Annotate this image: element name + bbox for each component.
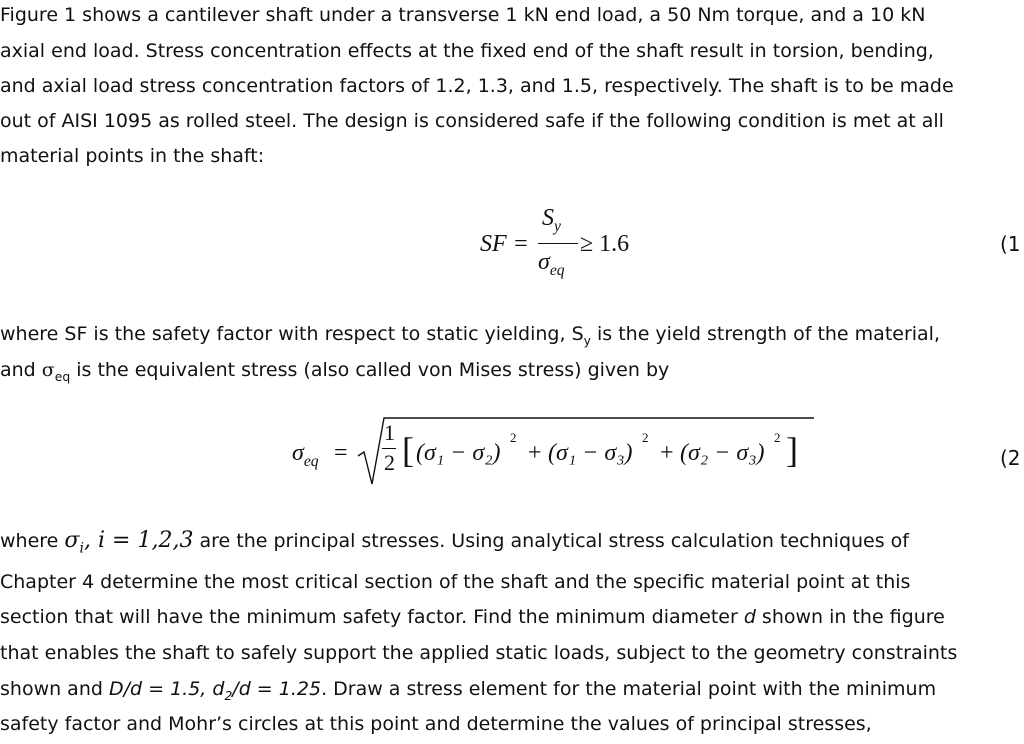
eq2-frac-bar — [382, 448, 396, 449]
para3-line-3: section that will have the minimum safety factor. Find the minimum diameter d shown in the figure — [0, 606, 945, 628]
eq2-plus-2: + — [660, 440, 674, 466]
eq2-number: (2 — [1000, 446, 1021, 470]
eq1-rhs: ≥ 1.6 — [580, 231, 630, 257]
para1-line-1: Figure 1 shows a cantilever shaft under a transverse 1 kN end load, a 50 Nm torque, and a 10 kN — [0, 4, 926, 26]
eq2-bracket-open: [ — [402, 430, 414, 470]
para1-line-2: axial end load. Stress concentration effects at the fixed end of the shaft result in torsion, bending, — [0, 40, 934, 62]
para3-line-2: Chapter 4 determine the most critical section of the shaft and the specific material point at this — [0, 571, 911, 593]
eq2-equals: = — [334, 440, 348, 466]
eq2-term-2: (σ₁ − σ₃) — [548, 440, 633, 466]
para1-line-4: out of AISI 1095 as rolled steel. The design is considered safe if the following condition is met at all — [0, 110, 944, 132]
eq2-frac-den: 2 — [384, 450, 395, 475]
eq1-lhs: SF = — [480, 231, 529, 257]
eq2-exp-2: 2 — [642, 430, 649, 445]
para3-line-4: that enables the shaft to safely support the applied static loads, subject to the geometry constraints — [0, 642, 958, 664]
para3-line-5: shown and D/d = 1.5, $d_2/d = 1.25$. Draw a stress element for the material point with the minimum — [0, 678, 937, 703]
eq2-term-3: (σ₂ − σ₃) — [680, 440, 765, 466]
para1-line-3: and axial load stress concentration factors of 1.2, 1.3, and 1.5, respectively. The shaft is to be made — [0, 75, 954, 97]
eq1-denominator: $\sigma_{eq}$ — [538, 249, 565, 279]
eq1-numerator: $S_y$ — [542, 205, 561, 235]
eq2-plus-1: + — [528, 440, 542, 466]
para3-line-6: safety factor and Mohr’s circles at this point and determine the values of principal stresses, — [0, 713, 872, 735]
eq1-number: (1 — [1000, 232, 1021, 256]
equation-1 — [480, 205, 680, 285]
eq2-bracket-close: ] — [786, 430, 798, 470]
eq2-exp-3: 2 — [774, 430, 781, 445]
para1-line-5: material points in the shaft: — [0, 145, 265, 167]
para2-line-1: where SF is the safety factor with respect to static yielding, $S_y$ is the yield strength of the material, — [0, 323, 941, 348]
equation-2 — [292, 412, 832, 492]
eq2-lhs: $\sigma_{eq}$ — [292, 440, 319, 470]
eq2-term-1: (σ₁ − σ₂) — [416, 440, 501, 466]
eq2-frac-num: 1 — [384, 420, 395, 445]
eq2-exp-1: 2 — [510, 430, 517, 445]
eq1-fraction-bar — [538, 243, 578, 244]
para3-line-1: where $\sigma_i$, i = 1,2,3 are the principal stresses. Using analytical stress calculation techniques of — [0, 528, 909, 557]
para2-line-2: and $\sigma_{eq}$ is the equivalent stress (also called von Mises stress) given by — [0, 359, 670, 384]
